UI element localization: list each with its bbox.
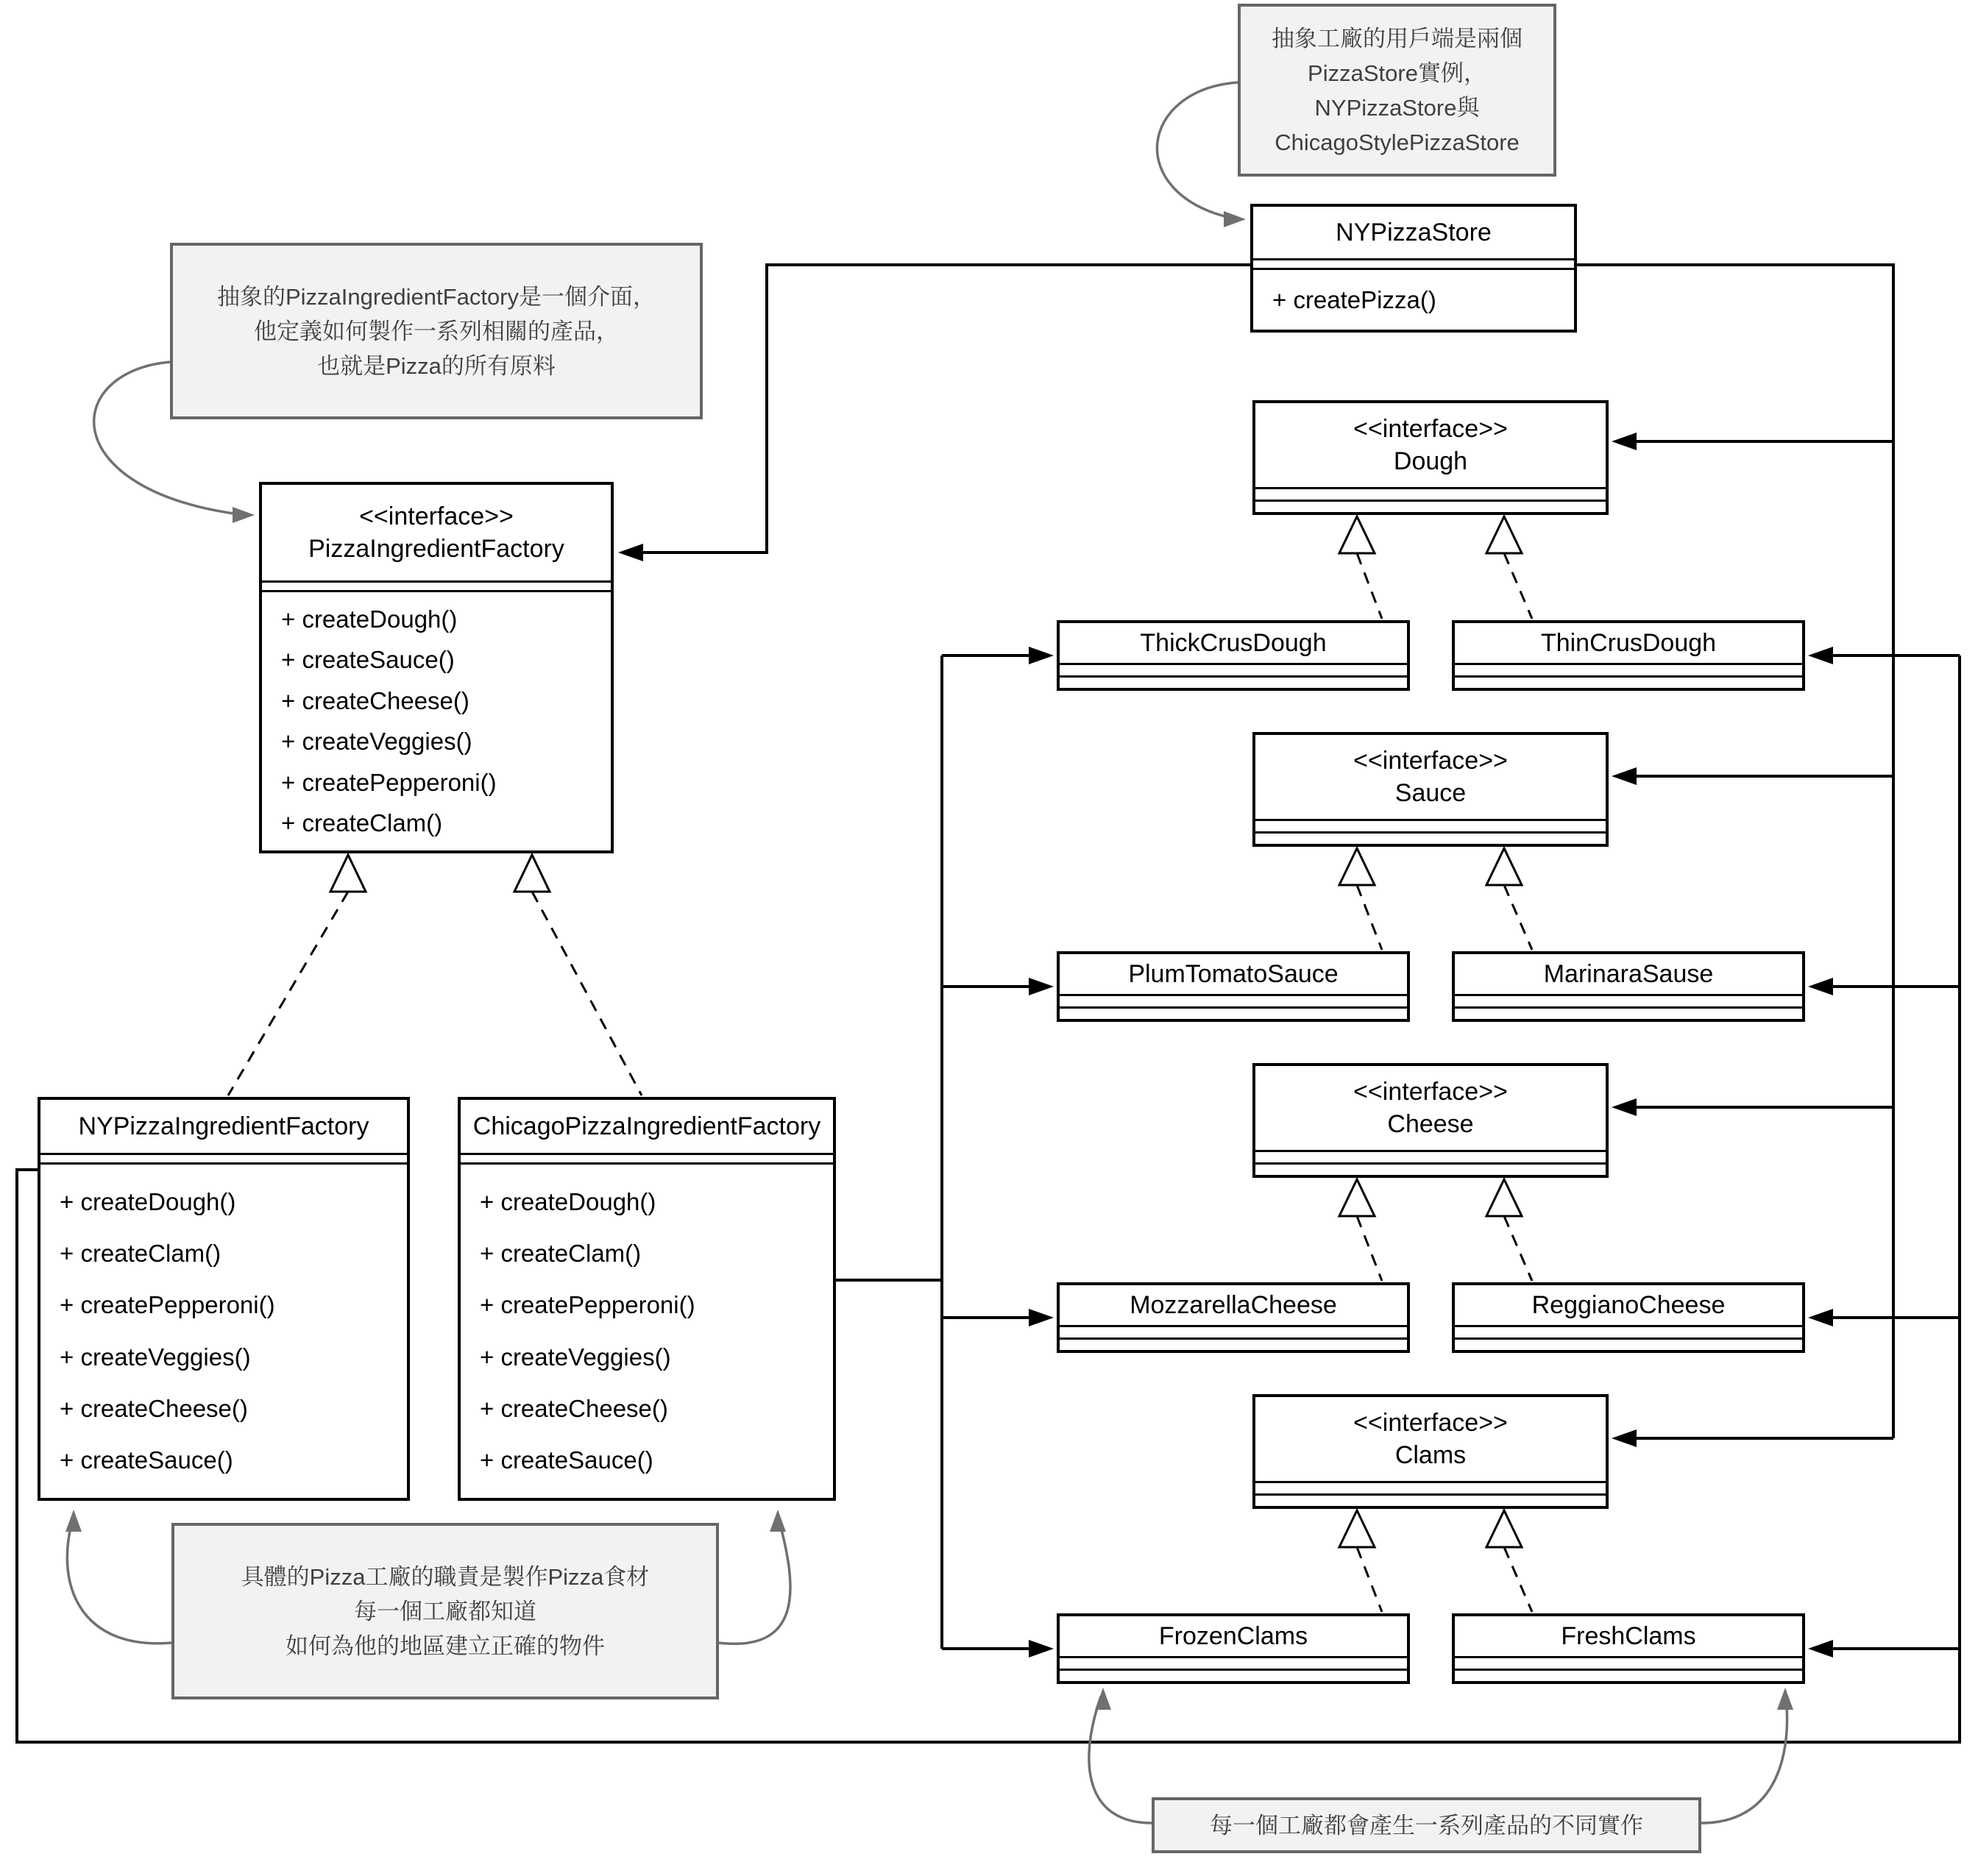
note-line: 他定義如何製作一系列相關的產品， [254,318,619,344]
empty-compartment [1255,1483,1606,1496]
gray-arrowhead-nyfactory [65,1510,82,1532]
note-line: 每一個工廠都會產生一系列產品的不同實作 [1210,1812,1643,1838]
class-ny-pizza-store[interactable] [1250,204,1577,333]
class-title [1060,1285,1407,1327]
arrowhead-marinarasause [1808,978,1833,995]
curve-note-client [1157,82,1238,218]
method: + createClam() [480,1240,642,1268]
class-frozen-clams[interactable] [1057,1613,1410,1684]
method: + createDough() [480,1188,656,1216]
arrowhead-mozzarellacheese [1029,1309,1054,1326]
interface-sauce[interactable] [1252,732,1609,847]
empty-compartment [1255,1496,1606,1506]
class-name: Clams [1394,1441,1467,1469]
method: + createClam() [60,1240,221,1268]
arrowhead-cheese [1612,1098,1637,1116]
class-name: NYPizzaStore [1336,218,1492,246]
arrowhead-reggianocheese [1808,1309,1833,1326]
class-title [1255,1397,1606,1483]
note-line: 具體的Pizza工廠的職責是製作Pizza食材 [241,1563,650,1590]
method-list [461,1165,833,1498]
compartment-separator [262,583,611,592]
curve-note-concrete-left [67,1521,171,1644]
empty-compartment [1455,1340,1802,1350]
class-title [40,1100,407,1155]
class-name: ThickCrusDough [1140,629,1327,657]
empty-compartment [1060,1671,1407,1681]
empty-compartment [1455,1009,1802,1019]
class-title [1253,207,1574,260]
interface-dough[interactable] [1252,400,1609,515]
empty-compartment [1455,665,1802,678]
empty-compartment [1255,489,1606,502]
dash-frozenclams-clams [1357,1547,1382,1612]
class-title [1060,623,1407,665]
note-line: 抽象的PizzaIngredientFactory是一個介面， [216,283,656,310]
interface-pizza-ingredient-factory[interactable] [259,482,614,853]
note-client[interactable] [1238,4,1556,177]
stereotype: <<interface>> [1353,747,1508,775]
class-thin-crus-dough[interactable] [1452,620,1805,691]
class-name: ChicagoPizzaIngredientFactory [472,1112,821,1140]
empty-compartment [1255,502,1606,512]
method: + createDough() [60,1188,236,1216]
class-name: MarinaraSause [1543,960,1714,988]
curve-note-products-left [1089,1696,1152,1823]
compartment-separator [1253,260,1574,270]
class-chicago-pizza-ingredient-factory[interactable] [458,1097,836,1501]
class-marinara-sause[interactable] [1452,951,1805,1022]
triangle-cheese-left [1339,1179,1375,1216]
compartment-separator [40,1155,407,1165]
method: + createCheese() [480,1394,668,1422]
curve-note-concrete-right [719,1521,790,1644]
arrowhead-thincrusdough [1808,647,1833,664]
curve-note-products-right [1701,1696,1787,1823]
dash-marinarasause-sauce [1504,885,1532,950]
empty-compartment [1455,1327,1802,1340]
interface-cheese[interactable] [1252,1063,1609,1178]
dash-mozzarellacheese-cheese [1357,1216,1382,1281]
empty-compartment [1455,1671,1802,1681]
class-name: PlumTomatoSauce [1128,960,1339,988]
arrowhead-plumtomatosauce [1029,978,1054,995]
class-title [1455,954,1802,996]
gray-arrowhead-freshclams [1777,1688,1793,1710]
method-list [1253,270,1574,330]
method: + createPepperoni() [281,768,497,796]
note-line: 每一個工廠都知道 [354,1598,536,1624]
method: + createSauce() [281,646,455,674]
class-thick-crus-dough[interactable] [1057,620,1410,691]
method-list [40,1165,407,1498]
empty-compartment [1060,1340,1407,1350]
method: + createDough() [281,605,458,633]
triangle-clams-left [1339,1510,1375,1547]
arrowhead-sauce [1612,767,1637,785]
empty-compartment [1455,996,1802,1009]
empty-compartment [1255,1165,1606,1175]
method: + createPizza() [1272,285,1436,313]
empty-compartment [1455,1658,1802,1671]
stereotype: <<interface>> [1353,415,1508,443]
empty-compartment [1060,1327,1407,1340]
interface-clams[interactable] [1252,1394,1609,1509]
note-line: 抽象工廠的用戶端是兩個 [1272,25,1523,51]
gray-arrowhead-nystore [1224,211,1246,227]
dash-plumtomatosauce-sauce [1357,885,1382,950]
class-title [1255,735,1606,821]
method: + createCheese() [281,686,469,714]
method: + createSauce() [60,1446,233,1474]
method: + createVeggies() [60,1343,251,1371]
method: + createSauce() [480,1446,653,1474]
arrowhead-freshclams [1808,1640,1833,1658]
method: + createVeggies() [480,1343,671,1371]
dash-chicagofactory-pif [532,892,642,1095]
class-name: NYPizzaIngredientFactory [78,1112,369,1140]
compartment-separator [461,1155,833,1165]
class-name: ReggianoCheese [1531,1291,1726,1319]
stereotype: <<interface>> [1353,1409,1508,1437]
stereotype: <<interface>> [1353,1078,1508,1106]
gray-arrowhead-pif [233,507,255,523]
empty-compartment [1060,1009,1407,1019]
note-line: 也就是Pizza的所有原料 [317,352,556,379]
class-title [1060,954,1407,996]
class-name: Cheese [1387,1110,1474,1138]
class-name: ThinCrusDough [1540,629,1717,657]
note-concrete-factory[interactable] [171,1523,719,1699]
empty-compartment [1255,834,1606,844]
arrowhead-pif [618,544,643,561]
note-line: PizzaStore實例， [1308,60,1486,86]
empty-compartment [1060,996,1407,1009]
class-title [461,1100,833,1155]
class-title [1060,1616,1407,1658]
triangle-clams-right [1486,1510,1522,1547]
triangle-sauce-left [1339,848,1375,885]
dash-thickcrusdough-dough [1357,553,1382,619]
method-list [262,592,611,850]
dash-freshclams-clams [1504,1547,1532,1612]
stereotype: <<interface>> [359,502,514,530]
triangle-dough-right [1486,516,1522,553]
triangle-pif-left [330,855,366,892]
gray-arrowhead-frozenclams [1095,1688,1111,1710]
empty-compartment [1255,821,1606,834]
class-title [1255,1066,1606,1152]
class-ny-pizza-ingredient-factory[interactable] [38,1097,410,1501]
class-name: Dough [1393,447,1468,475]
class-reggiano-cheese[interactable] [1452,1282,1805,1353]
note-products[interactable] [1152,1797,1701,1853]
method: + createCheese() [60,1394,248,1422]
class-title [262,485,611,583]
empty-compartment [1060,678,1407,688]
empty-compartment [1255,1152,1606,1165]
class-title [1255,403,1606,489]
class-plum-tomato-sauce[interactable] [1057,951,1410,1022]
dash-thincrusdough-dough [1504,553,1532,619]
empty-compartment [1060,1658,1407,1671]
class-name: PizzaIngredientFactory [308,535,564,563]
note-abstract-factory[interactable] [170,243,703,419]
triangle-sauce-right [1486,848,1522,885]
class-name: FreshClams [1561,1622,1696,1650]
dash-nyfactory-pif [228,892,348,1095]
note-line: ChicagoStylePizzaStore [1275,129,1520,155]
gray-arrowhead-chicagofactory [770,1510,786,1532]
triangle-dough-left [1339,516,1375,553]
arrowhead-dough [1612,433,1637,450]
class-name: FrozenClams [1158,1622,1308,1650]
arrowhead-thickcrusdough [1029,647,1054,664]
arrowhead-frozenclams [1029,1640,1054,1658]
line-nystore-to-pif [623,265,1250,553]
empty-compartment [1060,665,1407,678]
note-line: NYPizzaStore與 [1314,94,1480,121]
method: + createPepperoni() [60,1291,275,1319]
class-title [1455,1285,1802,1327]
class-title [1455,1616,1802,1658]
class-mozzarella-cheese[interactable] [1057,1282,1410,1353]
method: + createPepperoni() [480,1291,695,1319]
triangle-cheese-right [1486,1179,1522,1216]
dash-reggianocheese-cheese [1504,1216,1532,1281]
method: + createVeggies() [281,728,472,756]
arrowhead-clams [1612,1429,1637,1447]
class-fresh-clams[interactable] [1452,1613,1805,1684]
class-name: Sauce [1394,779,1467,807]
line-chicagofactory-rail [836,655,942,1649]
method: + createClam() [281,809,443,837]
note-line: 如何為他的地區建立正確的物件 [286,1632,605,1659]
empty-compartment [1455,678,1802,688]
class-title [1455,623,1802,665]
triangle-pif-right [514,855,550,892]
class-name: MozzarellaCheese [1130,1291,1337,1319]
